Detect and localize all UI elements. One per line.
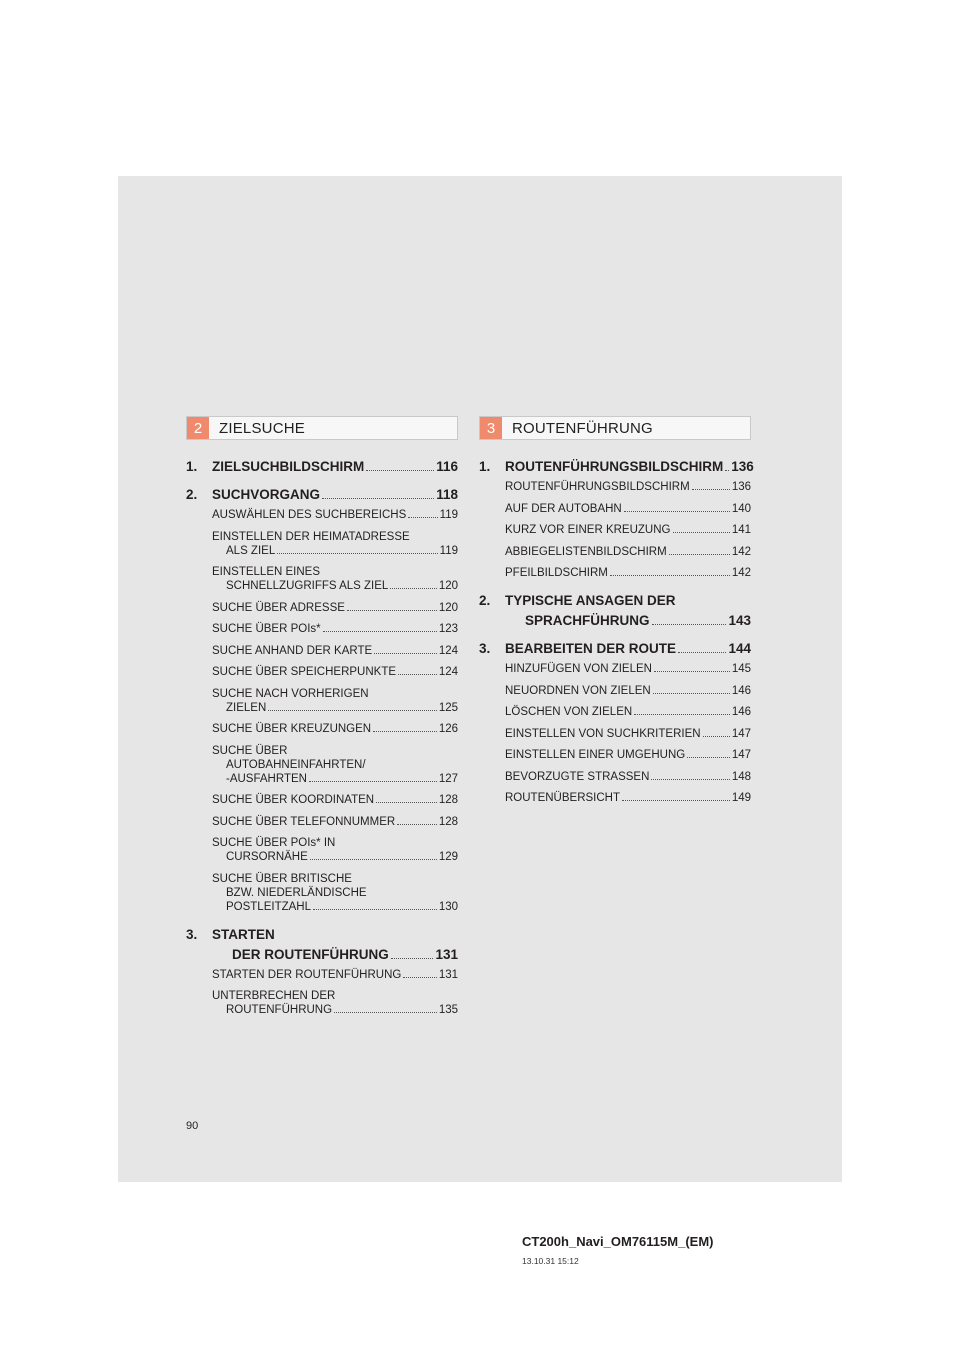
leader-dots — [398, 674, 437, 675]
subentry-line — [505, 705, 751, 719]
subentry-list — [505, 480, 751, 580]
subentry-line — [505, 770, 751, 784]
toc-subentry[interactable] — [212, 744, 458, 786]
chapter-number: 1. — [479, 459, 491, 474]
subentry-title-text: EINSTELLEN VON SUCHKRITERIEN — [505, 727, 701, 740]
chapter-body — [212, 925, 458, 965]
subentry-line — [505, 502, 751, 516]
toc-subentry[interactable] — [212, 872, 458, 914]
subentry-page-number: 125 — [438, 701, 458, 714]
subentry-title-text: AUTOBAHNEINFAHRTEN/ — [226, 758, 366, 771]
toc-chapter[interactable] — [479, 639, 751, 659]
subentry-title-text: SUCHE ÜBER POIs* IN — [212, 837, 336, 849]
leader-dots — [310, 859, 437, 860]
toc-subentry[interactable] — [212, 644, 458, 658]
toc-entries — [186, 457, 458, 1017]
subentry-title-text: BEVORZUGTE STRASSEN — [505, 770, 650, 783]
leader-dots — [313, 909, 437, 910]
subentry-title-text: SUCHE ÜBER TELEFONNUMMER — [212, 815, 396, 828]
leader-dots — [622, 800, 730, 801]
subentry-title-text: HINZUFÜGEN VON ZIELEN — [505, 663, 652, 675]
section-number-badge: 2 — [187, 417, 209, 439]
subentry-title-text: LÖSCHEN VON ZIELEN — [505, 706, 633, 718]
subentry-line — [505, 791, 751, 805]
subentry-page-number: 145 — [731, 663, 751, 675]
subentry-page-number: 141 — [731, 524, 751, 536]
subentry-title-text: EINSTELLEN EINES — [212, 566, 321, 578]
leader-dots — [391, 958, 434, 959]
subentry-line — [505, 523, 751, 537]
subentry-page-number: 142 — [731, 567, 751, 579]
chapter-page-number: 116 — [436, 459, 458, 474]
leader-dots — [397, 824, 437, 825]
subentry-list — [212, 968, 458, 1018]
chapter-number: 3. — [479, 641, 491, 656]
chapter-page-number: 144 — [728, 641, 751, 656]
subentry-line — [212, 722, 458, 736]
leader-dots — [309, 781, 437, 782]
chapter-title-text: STARTEN — [212, 926, 275, 942]
subentry-title-text: SCHNELLZUGRIFFS ALS ZIEL — [226, 580, 389, 592]
chapter-page-number: 136 — [731, 459, 754, 474]
subentry-title-text: SUCHE ÜBER POIs* — [212, 623, 321, 635]
subentry-line — [505, 566, 751, 580]
subentry-line — [212, 687, 458, 701]
subentry-title-text: SUCHE ÜBER KOORDINATEN — [212, 794, 375, 806]
chapter-title-text: SPRACHFÜHRUNG — [525, 613, 650, 628]
chapter-page-number: 131 — [435, 946, 458, 962]
chapter-title-line — [505, 591, 751, 611]
subentry-line — [212, 622, 458, 636]
subentry-page-number: 131 — [438, 968, 458, 981]
subentry-list — [505, 662, 751, 805]
toc-subentry[interactable] — [212, 622, 458, 636]
subentry-page-number: 146 — [731, 706, 751, 718]
subentry-page-number: 119 — [439, 509, 458, 521]
leader-dots — [651, 779, 729, 780]
toc-subentry[interactable] — [505, 791, 751, 805]
subentry-line — [212, 772, 458, 786]
subentry-list — [212, 508, 458, 914]
leader-dots — [687, 757, 730, 758]
subentry-title-text: NEUORDNEN VON ZIELEN — [505, 684, 651, 697]
section-title: ZIELSUCHE — [219, 419, 305, 437]
toc-subentry[interactable] — [505, 727, 751, 741]
subentry-line — [212, 758, 458, 772]
subentry-page-number: 119 — [439, 544, 458, 557]
subentry-title-text: -AUSFAHRTEN — [226, 772, 307, 785]
subentry-page-number: 127 — [438, 772, 458, 785]
subentry-page-number: 124 — [438, 666, 458, 678]
subentry-page-number: 142 — [731, 545, 751, 558]
toc-subentry[interactable] — [212, 601, 458, 615]
toc-subentry[interactable] — [505, 545, 751, 559]
leader-dots — [634, 714, 730, 715]
leader-dots — [624, 511, 730, 512]
leader-dots — [376, 802, 437, 803]
chapter-number: 2. — [479, 593, 491, 608]
leader-dots — [403, 977, 436, 978]
chapter-title-text: TYPISCHE ANSAGEN DER — [505, 593, 676, 608]
subentry-page-number: 140 — [731, 502, 751, 515]
toc-subentry[interactable] — [212, 508, 458, 522]
toc-entries — [479, 457, 754, 805]
chapter-page-number: 143 — [728, 613, 751, 628]
chapter-title-text: ROUTENFÜHRUNGSBILDSCHIRM — [505, 459, 724, 474]
subentry-line — [212, 644, 458, 658]
toc-subentry[interactable] — [212, 665, 458, 679]
chapter-number: 1. — [186, 459, 198, 474]
leader-dots — [347, 610, 437, 611]
subentry-title-text: ABBIEGELISTENBILDSCHIRM — [505, 545, 667, 558]
chapter-title-text: DER ROUTENFÜHRUNG — [232, 946, 389, 962]
leader-dots — [610, 575, 730, 576]
chapter-title-line — [212, 485, 458, 505]
subentry-title-text: CURSORNÄHE — [226, 851, 308, 863]
toc-subentry[interactable] — [505, 480, 751, 494]
subentry-page-number: 128 — [438, 794, 458, 806]
chapter-title-line — [212, 457, 458, 477]
toc-subentry[interactable] — [212, 793, 458, 807]
section-routenfuehrung — [479, 416, 754, 816]
toc-subentry[interactable] — [505, 705, 751, 719]
chapter-page-number: 118 — [436, 487, 458, 502]
subentry-title-text: ROUTENFÜHRUNGSBILDSCHIRM — [505, 481, 690, 493]
subentry-title-text: AUF DER AUTOBAHN — [505, 502, 622, 515]
toc-subentry[interactable] — [505, 523, 751, 537]
subentry-page-number: 148 — [731, 770, 751, 783]
section-zielsuche — [186, 416, 458, 1028]
subentry-title-text: POSTLEITZAHL — [226, 900, 311, 913]
subentry-line — [212, 886, 458, 900]
subentry-line — [212, 815, 458, 829]
leader-dots — [373, 731, 437, 732]
chapter-title-text: BEARBEITEN DER ROUTE — [505, 641, 677, 656]
leader-dots — [408, 517, 437, 518]
subentry-title-text: ROUTENÜBERSICHT — [505, 792, 621, 804]
leader-dots — [268, 710, 437, 711]
subentry-title-text: SUCHE ÜBER BRITISCHE — [212, 872, 352, 885]
leader-dots — [703, 736, 730, 737]
subentry-page-number: 124 — [438, 644, 458, 657]
subentry-page-number: 146 — [731, 684, 751, 697]
subentry-page-number: 135 — [438, 1004, 458, 1016]
subentry-line — [212, 530, 458, 544]
leader-dots — [673, 532, 730, 533]
toc-chapter[interactable] — [186, 925, 458, 965]
subentry-title-text: PFEILBILDSCHIRM — [505, 567, 608, 579]
leader-dots — [678, 652, 726, 653]
subentry-line — [212, 701, 458, 715]
subentry-line — [212, 544, 458, 558]
toc-subentry[interactable] — [212, 687, 458, 715]
subentry-line — [212, 1003, 458, 1017]
subentry-line — [505, 727, 751, 741]
leader-dots — [725, 470, 729, 471]
subentry-title-text: SUCHE ANHAND DER KARTE — [212, 644, 373, 657]
chapter-body — [505, 591, 751, 631]
subentry-page-number: 136 — [731, 481, 751, 493]
chapter-body — [212, 485, 458, 505]
chapter-title-text: ZIELSUCHBILDSCHIRM — [212, 459, 365, 474]
subentry-title-text: SUCHE NACH VORHERIGEN — [212, 687, 369, 700]
section-number-badge: 3 — [480, 417, 502, 439]
subentry-page-number: 120 — [438, 601, 458, 614]
toc-subentry[interactable] — [505, 770, 751, 784]
subentry-line — [212, 793, 458, 807]
toc-subentry[interactable] — [505, 748, 751, 762]
chapter-body — [505, 457, 754, 477]
subentry-title-text: ZIELEN — [226, 701, 267, 714]
subentry-title-text: SUCHE ÜBER KREUZUNGEN — [212, 723, 372, 735]
subentry-page-number: 149 — [731, 792, 751, 804]
toc-chapter[interactable] — [479, 591, 751, 631]
chapter-body — [505, 639, 751, 659]
page-number: 90 — [186, 1120, 199, 1132]
toc-subentry[interactable] — [212, 989, 458, 1017]
subentry-title-text: ALS ZIEL — [226, 544, 276, 557]
toc-subentry[interactable] — [212, 565, 458, 593]
footer-doc-id: CT200h_Navi_OM76115M_(EM) — [522, 1234, 714, 1249]
chapter-title-line — [212, 945, 458, 965]
subentry-page-number: 120 — [438, 580, 458, 592]
toc-subentry[interactable] — [505, 662, 751, 676]
leader-dots — [334, 1012, 437, 1013]
subentry-page-number: 130 — [438, 900, 458, 913]
subentry-line — [505, 662, 751, 676]
footer-date: 13.10.31 15:12 — [522, 1256, 579, 1266]
chapter-body — [212, 457, 458, 477]
leader-dots — [669, 554, 730, 555]
chapter-title-line — [505, 457, 754, 477]
toc-chapter[interactable] — [479, 457, 754, 477]
subentry-page-number: 126 — [438, 723, 458, 735]
toc-subentry[interactable] — [212, 968, 458, 982]
chapter-title-text: SUCHVORGANG — [212, 487, 321, 502]
subentry-line — [212, 744, 458, 758]
subentry-line — [505, 480, 751, 494]
subentry-line — [212, 872, 458, 886]
toc-subentry[interactable] — [212, 530, 458, 558]
subentry-line — [212, 968, 458, 982]
chapter-number: 2. — [186, 487, 198, 502]
toc-subentry[interactable] — [505, 684, 751, 698]
subentry-title-text: SUCHE ÜBER SPEICHERPUNKTE — [212, 666, 397, 678]
subentry-page-number: 147 — [731, 727, 751, 740]
leader-dots — [653, 693, 730, 694]
leader-dots — [322, 498, 434, 499]
section-title: ROUTENFÜHRUNG — [512, 419, 653, 437]
subentry-line — [212, 850, 458, 864]
subentry-title-text: AUSWÄHLEN DES SUCHBEREICHS — [212, 509, 407, 521]
subentry-line — [212, 508, 458, 522]
subentry-page-number: 129 — [438, 851, 458, 863]
subentry-page-number: 123 — [438, 623, 458, 635]
subentry-title-text: EINSTELLEN DER HEIMATADRESSE — [212, 530, 410, 543]
leader-dots — [692, 489, 730, 490]
subentry-line — [212, 900, 458, 914]
subentry-title-text: UNTERBRECHEN DER — [212, 990, 336, 1002]
subentry-line — [505, 748, 751, 762]
subentry-title-text: SUCHE ÜBER — [212, 744, 288, 757]
subentry-line — [212, 989, 458, 1003]
section-header — [186, 416, 458, 440]
leader-dots — [374, 653, 437, 654]
toc-subentry[interactable] — [212, 836, 458, 864]
section-header — [479, 416, 751, 440]
subentry-title-text: STARTEN DER ROUTENFÜHRUNG — [212, 968, 402, 981]
leader-dots — [323, 631, 437, 632]
toc-subentry[interactable] — [212, 815, 458, 829]
leader-dots — [652, 624, 727, 625]
toc-chapter[interactable] — [186, 457, 458, 477]
chapter-number: 3. — [186, 926, 198, 942]
chapter-title-line — [505, 611, 751, 631]
leader-dots — [654, 671, 730, 672]
subentry-title-text: KURZ VOR EINER KREUZUNG — [505, 524, 671, 536]
subentry-title-text: SUCHE ÜBER ADRESSE — [212, 601, 345, 614]
subentry-line — [212, 601, 458, 615]
subentry-title-text: BZW. NIEDERLÄNDISCHE — [226, 886, 367, 899]
subentry-line — [505, 684, 751, 698]
toc-subentry[interactable] — [505, 566, 751, 580]
leader-dots — [390, 588, 436, 589]
subentry-line — [212, 565, 458, 579]
subentry-page-number: 128 — [438, 815, 458, 828]
subentry-line — [212, 836, 458, 850]
subentry-line — [212, 579, 458, 593]
leader-dots — [366, 470, 434, 471]
subentry-title-text: ROUTENFÜHRUNG — [226, 1004, 333, 1016]
subentry-title-text: EINSTELLEN EINER UMGEHUNG — [505, 749, 686, 761]
subentry-page-number: 147 — [731, 749, 751, 761]
subentry-line — [505, 545, 751, 559]
chapter-title-line — [505, 639, 751, 659]
toc-subentry[interactable] — [212, 722, 458, 736]
toc-chapter[interactable] — [186, 485, 458, 505]
leader-dots — [277, 553, 437, 554]
chapter-title-line — [212, 925, 458, 945]
subentry-line — [212, 665, 458, 679]
toc-subentry[interactable] — [505, 502, 751, 516]
